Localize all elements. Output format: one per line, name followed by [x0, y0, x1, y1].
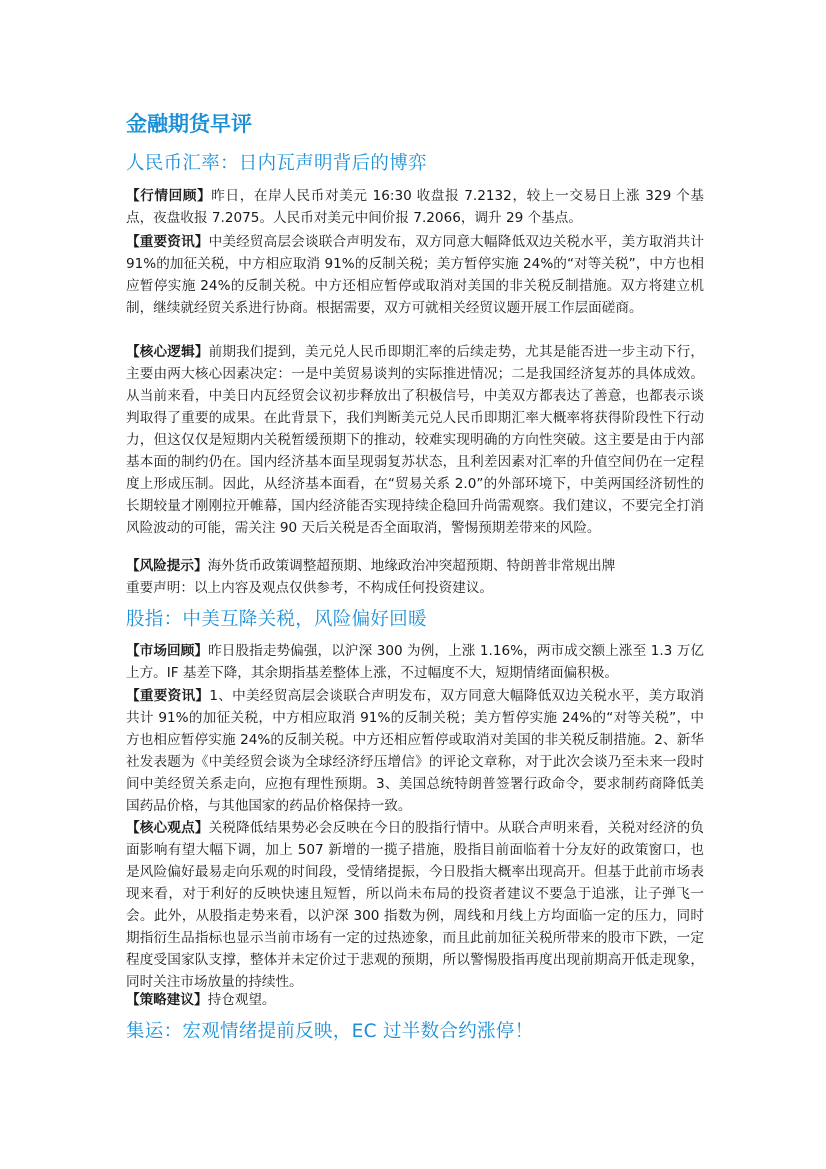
- paragraph-text: 持仓观望。: [207, 992, 276, 1008]
- paragraph-text: 昨日，在岸人民币对美元 16:30 收盘报 7.2132，较上一交易日上涨 329 个基点，夜盘收报 7.2075。人民币对美元中间价报 7.2066，调升 29 个基点。: [126, 188, 704, 226]
- paragraph-tag: 【策略建议】: [126, 992, 208, 1008]
- paragraph-key-news: [126, 685, 704, 817]
- paragraph-tag: 【核心观点】: [126, 820, 209, 836]
- section-heading-rmb: 人民币汇率：日内瓦声明背后的博弈: [126, 153, 427, 174]
- paragraph-tag: 【重要资讯】: [126, 688, 210, 704]
- paragraph-key-news: [126, 231, 704, 319]
- paragraph-market-review: [126, 640, 704, 684]
- page-title: 金融期货早评: [126, 112, 252, 136]
- paragraph-market-review: [126, 185, 704, 229]
- section-heading-container-shipping: 集运：宏观情绪提前反映，EC 过半数合约涨停！: [126, 1021, 534, 1042]
- paragraph-text: 关税降低结果势必会反映在今日的股指行情中。从联合声明来看，关税对经济的负面影响有望大幅下调，加上 507 新增的一揽子措施，股指目前面临着十分友好的政策窗口，也是风险偏好最易走向乐观的时间段，受情绪提振，今日股指大概率出现高开。但基于此前市场表现来看，对于利好的反映快速且短暂，所以尚未布局的投资者建议不要急于追涨，让子弹飞一会。此外，从股指走势来看，以沪深 300 指数为例，周线和月线上方均面临一定的压力，同时期指衍生品指标也显示当前市场有一定的过热迹象，而且此前加征关税所带来的股市下跌，一定程度受国家队支撑，整体并未定价过于悲观的预期，所以警惕股指再度出现前期高开低走现象，同时关注市场放量的持续性。: [126, 820, 705, 990]
- paragraph-text: 前期我们提到，美元兑人民币即期汇率的后续走势，尤其是能否进一步主动下行，主要由两大核心因素决定：一是中美贸易谈判的实际推进情况；二是我国经济复苏的具体成效。从当前来看，中美日内瓦经贸会议初步释放出了积极信号，中美双方都表达了善意，也都表示谈判取得了重要的成果。在此背景下，我们判断美元兑人民币即期汇率大概率将获得阶段性下行动力，但这仅仅是短期内关税暂缓预期下的推动，较难实现明确的方向性突破。这主要是由于内部基本面的制约仍在。国内经济基本面呈现弱复苏状态，且利差因素对汇率的升值空间仍在一定程度上形成压制。因此，从经济基本面看，在“贸易关系 2.0”的外部环境下，中美两国经济韧性的长期较量才刚刚拉开帷幕，国内经济能否实现持续企稳回升尚需观察。我们建议，不要完全打消风险波动的可能，需关注 90 天后关税是否全面取消，警惕预期差带来的风险。: [126, 344, 705, 536]
- paragraph-strategy: [126, 989, 704, 1011]
- paragraph-tag: 【重要资讯】: [126, 234, 209, 250]
- paragraph-risk-warning: [126, 555, 704, 577]
- paragraph-tag: 【市场回顾】: [126, 643, 209, 659]
- paragraph-text: 中美经贸高层会谈联合声明发布，双方同意大幅降低双边关税水平，美方取消共计 91%的加征关税，中方相应取消 91%的反制关税；美方暂停实施 24%的“对等关税”，中方也相应暂停实施 24%的反制关税。中方还相应暂停或取消对美国的非关税反制措施。双方将建立机制，继续就经贸关系进行协商。根据需要，双方可就相关经贸议题开展工作层面磋商。: [126, 234, 705, 316]
- paragraph-text: 重要声明：以上内容及观点仅供参考，不构成任何投资建议。: [126, 580, 494, 596]
- paragraph-text: 海外货币政策调整超预期、地缘政治冲突超预期、特朗普非常规出牌: [207, 558, 616, 574]
- paragraph-tag: 【行情回顾】: [126, 188, 212, 204]
- paragraph-text: 1、中美经贸高层会谈联合声明发布，双方同意大幅降低双边关税水平，美方取消共计 91%的加征关税，中方相应取消 91%的反制关税；美方暂停实施 24%的“对等关税”，中方也相应暂停实施 24%的反制关税。中方还相应暂停或取消对美国的非关税反制措施。2、新华社发表题为《中美经贸会谈为全球经济纾压增信》的评论文章称，对于此次会谈乃至未来一段时间中美经贸关系走向，应抱有理性预期。3、美国总统特朗普签署行政命令，要求制药商降低美国药品价格，与其他国家的药品价格保持一致。: [126, 688, 704, 814]
- paragraph-core-view: [126, 817, 704, 993]
- paragraph-tag: 【风险提示】: [126, 558, 208, 574]
- paragraph-tag: 【核心逻辑】: [126, 344, 209, 360]
- paragraph-core-logic: [126, 341, 704, 539]
- paragraph-disclaimer: [126, 577, 704, 599]
- section-heading-stock-index: 股指：中美互降关税，风险偏好回暖: [126, 609, 427, 630]
- paragraph-text: 昨日股指走势偏强，以沪深 300 为例，上涨 1.16%，两市成交额上涨至 1.3 万亿上方。IF 基差下降，其余期指基差整体上涨，不过幅度不大，短期情绪面偏积极。: [126, 643, 704, 681]
